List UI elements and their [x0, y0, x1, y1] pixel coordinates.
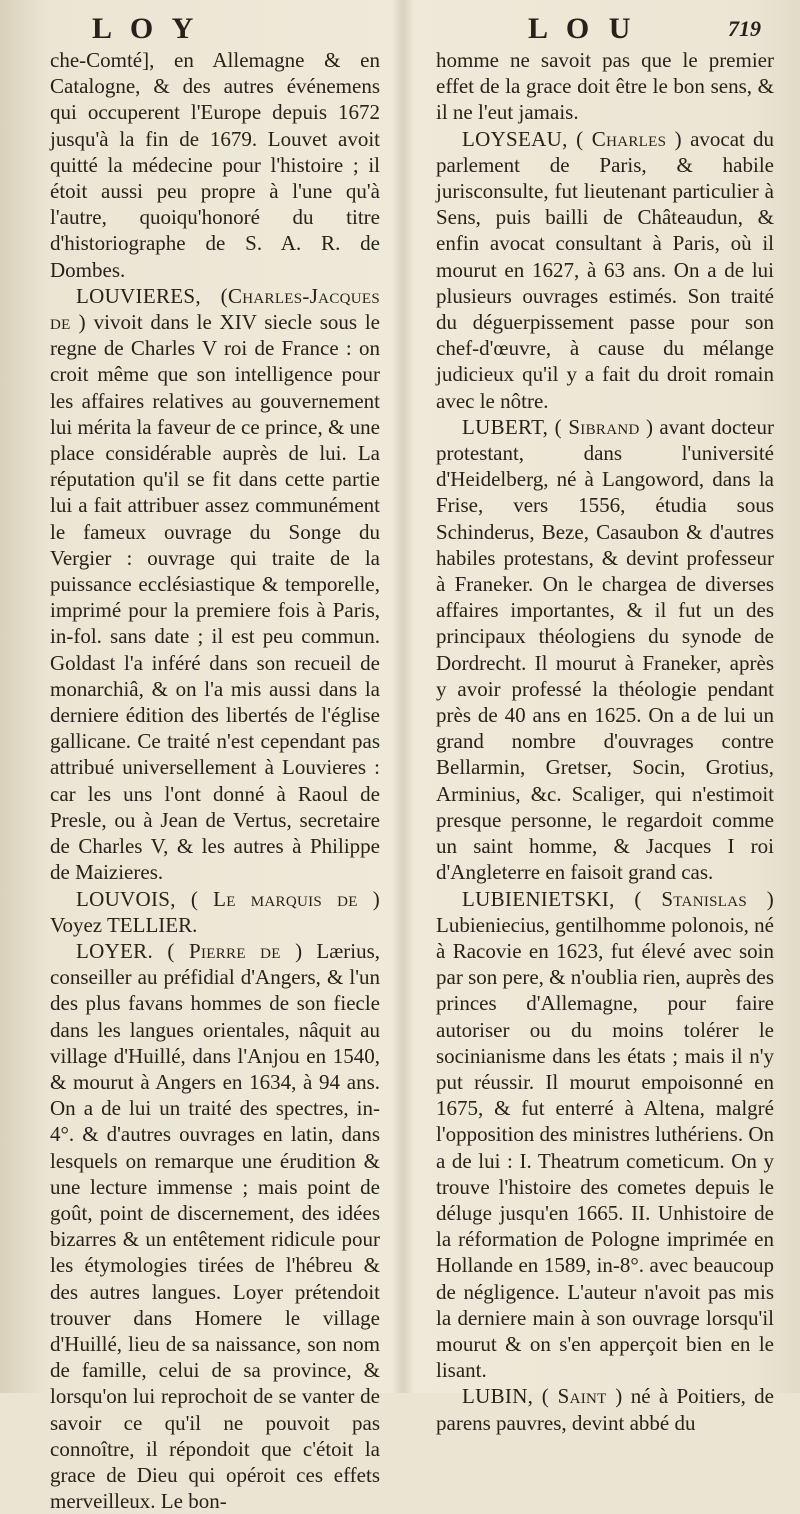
entry-headword: LUBERT, ( Sibrand )	[462, 414, 654, 439]
entry-headword: LUBIENIETSKI, ( Stanislas )	[462, 886, 774, 911]
dictionary-entry	[50, 938, 380, 1514]
dictionary-entry	[436, 1383, 774, 1435]
page-number: 719	[728, 16, 761, 41]
entry-headword: LOUVOIS, ( Le marquis de )	[76, 886, 380, 911]
entry-text: avocat du parlement de Paris, & habile jurisconsulte, fut lieutenant particulier à Sens, puis bailli de Châteaudun, & enfin avocat consultant à Paris, où il mourut en 1627, à 63 ans. On a de lui plusieurs ouvrages estimés. Son traité du déguerpissement passe pour son chef-d'œuvre, à cause du mélange judicieux qu'il y a fait du droit romain avec le nôtre.	[436, 126, 774, 413]
left-column	[50, 47, 380, 1514]
right-column	[436, 47, 774, 1436]
entry-text: né à Poitiers, de parens pauvres, devint abbé du	[436, 1384, 774, 1435]
entry-text: Lærius, conseiller au préfidial d'Angers, & l'un des plus favans hommes de son fiecle dans les langues orientales, nâquit au village d'Huillé, dans l'Anjou en 1540, & mourut à Angers en 1634, à 94 ans. On a de lui un traité des spectres, in-4°. & d'autres ouvrages en latin, dans lesquels on remarque une érudition & une lecture immense ; mais point de goût, point de discernement, des idées bizarres & un entêtement ridicule pour les étymologies tirées de l'hébreu & des autres langues. Loyer prétendoit trouver dans Homere le village d'Huillé, lieu de sa naissance, son nom de famille, celui de sa province, & lorsqu'on lui reprochoit de se vanter de savoir ce qu'il ne pouvoit pas connoître, il répondoit que c'étoit la grace de Dieu qui opéroit ces effets merveilleux. Le bon-	[50, 938, 380, 1514]
entry-headword: LUBIN, ( Saint )	[462, 1384, 623, 1409]
entry-headword: LOUVIERES, (Charles-Jacques de )	[50, 283, 380, 335]
book-gutter	[392, 0, 414, 1393]
entry-text: Voyez TELLIER.	[50, 912, 198, 937]
dictionary-entry	[436, 414, 774, 886]
entry-text: Lubieniecius, gentilhomme polonois, né à Racovie en 1623, fut élevé avec soin par son pere, & n'oublia rien, auprès des princes d'Allemagne, pour faire autoriser ou du moins tolérer le socinianisme dans les états ; mais il n'y put réussir. Il mourut empoisonné en 1675, & fut enterré à Altena, malgré l'opposition des ministres luthériens. On a de lui : I. Theatrum cometicum. On y trouve l'histoire des cometes depuis le déluge jusqu'en 1665. II. Unhistoire de la réformation de Pologne imprimée en Hollande en 1589, in-8°. avec beaucoup de négligence. L'auteur n'avoit pas mis la derniere main à son ouvrage lorsqu'il mourut & on s'en apperçoit bien en le lisant.	[436, 912, 775, 1383]
dictionary-entry	[50, 283, 380, 886]
entry-text: avant docteur protestant, dans l'université d'Heidelberg, né à Langoword, dans la Frise, vers 1556, étudia sous Schinderus, Beze, Casaubon & d'autres habiles protestans, & devint professeur à Franeker. On le chargea de diverses affaires importantes, & il fut un des principaux théologiens du synode de Dordrecht. Il mourut à Franeker, après y avoir professé la théologie pendant près de 40 ans en 1625. On a de lui un grand nombre d'ouvrages contre Bellarmin, Gretser, Socin, Grotius, Arminius, &c. Scaliger, qui n'estimoit presque personne, le regardoit comme un saint homme, & Jacques I roi d'Angleterre en faisoit grand cas.	[436, 414, 774, 885]
continuation-paragraph: che-Comté], en Allemagne & en Catalogne, & des autres événemens qui occuperent l'Europe depuis 1672 jusqu'à la fin de 1679. Louvet avoit quitté la médecine pour l'histoire ; il étoit aussi peu propre à l'une qu'à l'autre, quoiqu'honoré du titre d'historiographe de S. A. R. de Dombes.	[50, 48, 380, 282]
running-head-left: L O Y	[92, 12, 200, 45]
dictionary-entry	[436, 886, 774, 1384]
dictionary-entry	[50, 886, 380, 938]
entry-text: vivoit dans le XIV siecle sous le regne de Charles V roi de France : on croit même que son intelligence pour les affaires relatives au gouvernement lui mérita la faveur de ce prince, & une place considérable auprès de lui. La réputation qu'il se fit dans cette partie lui a fait attribuer assez communément le fameux ouvrage du Songe du Vergier : ouvrage qui traite de la puissance ecclésiastique & temporelle, imprimé pour la premiere fois à Paris, in-fol. sans date ; il est peu commun. Goldast l'a inféré dans son recueil de monarchiâ, & on l'a mis aussi dans la derniere édition des libertés de l'église gallicane. Ce traité n'est cependant pas attribué universellement à Louvieres : car les uns l'ont donné à Raoul de Presle, ou à Jean de Vertus, secretaire de Charles V, & les autres à Philippe de Maizieres.	[50, 310, 380, 885]
dictionary-entry	[436, 126, 774, 414]
entry-headword: LOYSEAU, ( Charles )	[462, 126, 682, 151]
running-head-right: L O U	[528, 12, 637, 45]
continuation-paragraph: homme ne savoit pas que le premier effet de la grace doit être le bon sens, & il ne l'eut jamais.	[436, 48, 774, 125]
entry-headword: LOYER. ( Pierre de )	[76, 938, 303, 963]
